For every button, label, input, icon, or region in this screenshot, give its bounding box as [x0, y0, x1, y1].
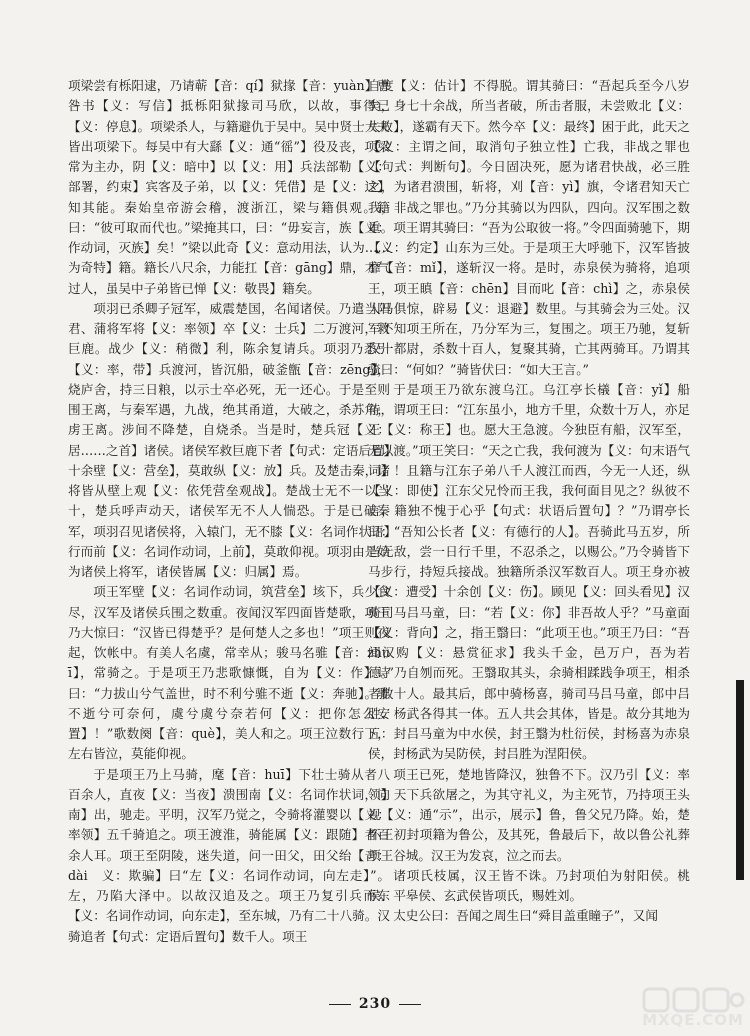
page-number-dash-left: [329, 1004, 351, 1005]
paragraph: 太史公曰：吾闻之周生曰“舜目盖重瞳子”，又闻: [393, 908, 658, 924]
right-text-column: [368, 76, 690, 927]
watermark-text: MXQE.COM: [642, 1011, 744, 1029]
paragraph: 项羽已杀卿子冠军，威震楚国，名闻诸侯。乃遣当阳君、蒲将军将【义：率领】卒【义：士兵】二万渡河，救巨鹿。战少【义：稍微】利，陈余复请兵。项羽乃悉引【义：率，带】兵渡河，皆沉船，破釜甑【音：zēng】，烧庐舍，持三日粮，以示士卒必死，无一还心。于是至则围王离，与秦军遇，九战，绝其甬道，大破之，杀苏角，虏王离。涉间不降楚，自烧杀。当是时，楚兵冠【义：居……之首】诸侯。诸侯军救巨鹿下者【句式：定语后置】十余壁【义：营垒】，莫敢纵【义：放】兵。及楚击秦，诸将皆从壁上观【义：依凭营垒观战】。楚战士无不一以当十，楚兵呼声动天，诸侯军无不人人惴恐。于是已破秦军，项羽召见诸侯将，入辕门，无不膝【义：名词作状语】行而前【义：名词作动词，上前】，莫敢仰视。项羽由是始为诸侯上将军，诸侯皆属【义：归属】焉。: [68, 300, 390, 579]
paragraph: 项王已死，楚地皆降汉，独鲁不下。汉乃引【义：率领】天下兵欲屠之，为其守礼义，为主死节，乃持项王头视【义：通“示”，出示，展示】鲁，鲁父兄乃降。始，楚怀王初封项籍为鲁公，及其死，鲁最后下，故以鲁公礼葬项王谷城。汉王为发哀，泣之而去。: [368, 766, 690, 863]
paragraph: 于是项王乃上马骑，麾【音：huī】下壮士骑从者八百余人，直夜【义：当夜】溃围南【义：名词作状词，向南】出，驰走。平明，汉军乃觉之，令骑将灌婴以【义：率领】五千骑追之。项王渡淮，骑能属【义：跟随】者百余人耳。项王至阴陵，迷失道，问一田父，田父绐【音：dài 义：欺骗】曰“左【义：名词作动词，向左走】”。左，乃陷大泽中。以故汉追及之。项王乃复引兵而东【义：名词作动词，向东走】，至东城，乃有二十八骑。汉骑追者【句式：定语后置句】数千人。项王: [68, 766, 390, 944]
left-text-column: [68, 76, 390, 947]
watermark-logo: [640, 985, 746, 1031]
page-number: [0, 996, 750, 1012]
paragraph: 项王军壁【义：名词作动词，筑营垒】垓下，兵少食尽，汉军及诸侯兵围之数重。夜闻汉军四面皆楚歌，项王乃大惊曰：“汉皆已得楚乎？是何楚人之多也！”项王则夜起，饮帐中。有美人名虞，常幸从；骏马名骓【音：zhuī】，常骑之。于是项王乃悲歌慷慨，自为【义：作】诗曰：“力拔山兮气盖世，时不利兮骓不逝【义：奔驰】。骓不逝兮可奈何，虞兮虞兮奈若何【义：把你怎么安置】！”歌数阕【音：què】，美人和之。项王泣数行下，左右皆泣，莫能仰视。: [68, 584, 390, 762]
page-edge-mark: [736, 680, 744, 880]
page-number-text: 230: [358, 996, 392, 1012]
paragraph: 于是项王乃欲东渡乌江。乌江亭长檥【音：yǐ】船待，谓项王曰：“江东虽小，地方千里，众数十万人，亦足王【义：称王】也。愿大王急渡。今独臣有船，汉军至，无以渡。”项王笑曰：“天之亡我，我何渡为【义：句末语气词】！且籍与江东子弟八千人渡江而西，今无一人还，纵【义：即使】江东父兄怜而王我，我何面目见之？纵彼不言，籍独不愧于心乎【句式：状语后置句】？”乃谓亭长曰：“吾知公长者【义：有德行的人】。吾骑此马五岁，所当无敌，尝一日行千里，不忍杀之，以赐公。”乃令骑皆下马步行，持短兵接战。独籍所杀汉军数百人。项王身亦被【义：遭受】十余创【义：伤】。顾见【义：回头看见】汉骑司马吕马童，曰：“若【义：你】非吾故人乎？”马童面【义：背向】之，指王翳曰：“此项王也。”项王乃曰：“吾闻汉购【义：悬赏征求】我头千金，邑万户，吾为若德。”乃自刎而死。王翳取其头，余骑相蹂践争项王，相杀者数十人。最其后，郎中骑杨喜，骑司马吕马童，郎中吕胜、杨武各得其一体。五人共会其体，皆是。故分其地为五：封吕马童为中水侯，封王翳为杜衍侯，封杨喜为赤泉侯，封杨武为吴防侯，封吕胜为涅阳侯。: [368, 381, 690, 762]
paragraph: 诸项氏枝属，汉王皆不诛。乃封项伯为射阳侯。桃侯、平皋侯、玄武侯皆项氏，赐姓刘。: [368, 867, 690, 903]
paragraph: 项梁尝有栎阳逮，乃请蕲【音：qí】狱掾【音：yuàn】曹咎书【义：写信】抵栎阳狱掾司马欣，以故，事得已【义：停息】。项梁杀人，与籍避仇于吴中。吴中贤士大夫皆出项梁下。每吴中有大繇【义：通“徭”】役及丧，项梁常为主办，阴【义：暗中】以【义：用】兵法部勒【义：部署，约束】宾客及子弟，以【义：凭借】是【义：这】知其能。秦始皇帝游会稽，渡浙江，梁与籍俱观。籍曰：“彼可取而代也。”梁掩其口，曰：“毋妄言，族【义：作动词，灭族】矣！”梁以此奇【义：意动用法，认为……为奇特】籍。籍长八尺余，力能扛【音：gāng】鼎，才气过人，虽吴中子弟皆已惮【义：敬畏】籍矣。: [68, 78, 390, 296]
paragraph: 自度【义：估计】不得脱。谓其骑曰：“吾起兵至今八岁矣，身七十余战，所当者破，所击者服，未尝败北【义：失败】，遂霸有天下。然今卒【义：最终】困于此，此天之【义：主谓之间，取消句子独立性】亡我，非战之罪也【句式：判断句】。今日固决死，愿为诸君快战，必三胜之，为诸君溃围，斩将，刈【音：yì】旗，令诸君知天亡我，非战之罪也。”乃分其骑以为四队，四向。汉军围之数重。项王谓其骑曰：“吾为公取彼一将。”令四面骑驰下，期【义：约定】山东为三处。于是项王大呼驰下，汉军皆披靡【音：mǐ】，遂斩汉一将。是时，赤泉侯为骑将，追项王，项王瞋【音：chēn】目而叱【音：chì】之，赤泉侯人马俱惊，辟易【义：退避】数里。与其骑会为三处。汉军不知项王所在，乃分军为三，复围之。项王乃驰，复斩汉一都尉，杀数十百人，复聚其骑，亡其两骑耳。乃谓其骑曰：“何如？”骑皆伏曰：“如大王言。”: [368, 78, 690, 377]
page-number-dash-right: [399, 1004, 421, 1005]
